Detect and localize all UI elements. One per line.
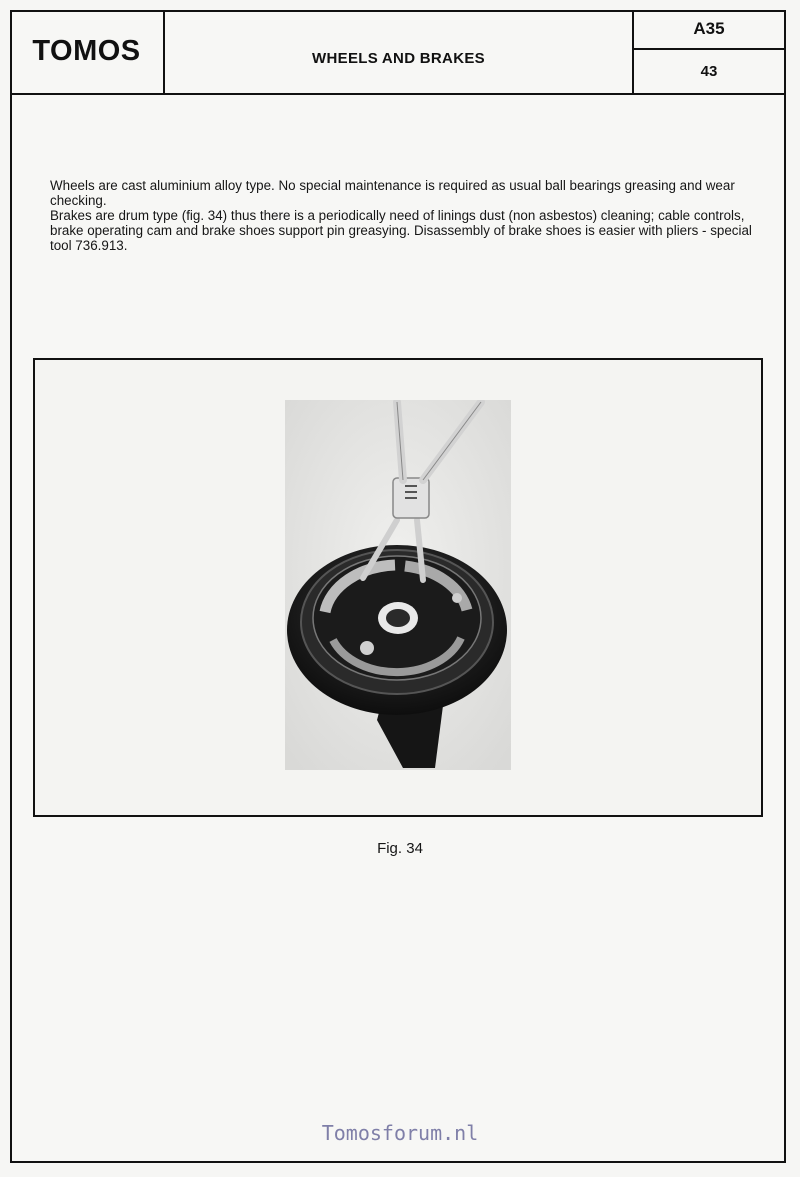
body-text (50, 178, 760, 253)
brand-logo: TOMOS (32, 35, 141, 67)
paragraph-wheels: Wheels are cast aluminium alloy type. No special maintenance is required as usual ball bearings greasing and wear checking. (50, 178, 735, 208)
section-code: A35 (634, 10, 784, 50)
figure-frame (33, 358, 763, 817)
page-number: 43 (700, 63, 718, 80)
logo-cell (10, 10, 165, 93)
figure-caption: Fig. 34 (377, 840, 423, 857)
watermark: Tomosforum.nl (321, 1121, 479, 1145)
paragraph-brakes: Brakes are drum type (fig. 34) thus there is a periodically need of linings dust (non asbestos) cleaning; cable controls, brake operating cam and brake shoes support pin greasying. Disassembly of brake shoes is easier with pliers - special tool 736.913. (50, 208, 752, 253)
page-title: WHEELS AND BRAKES (312, 50, 485, 67)
title-cell (165, 10, 634, 93)
brake-assembly-photo (285, 400, 511, 770)
page-header (10, 10, 786, 95)
